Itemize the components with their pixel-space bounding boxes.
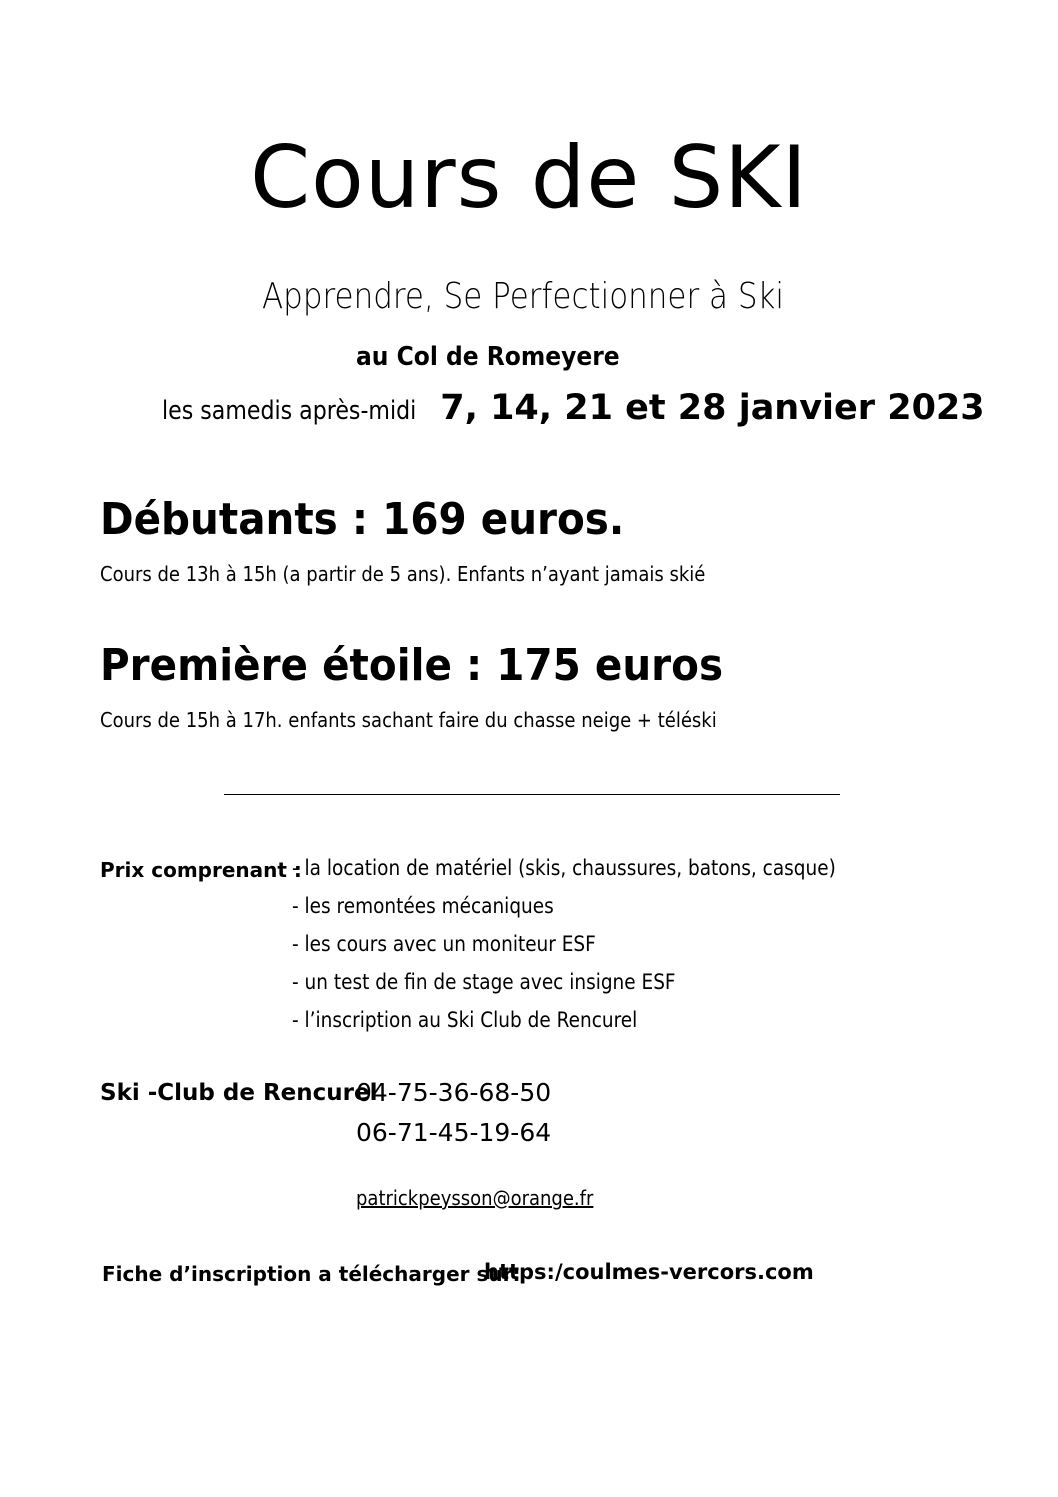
price-item: - un test de fin de stage avec insigne ESF <box>292 970 676 994</box>
price-item: - les cours avec un moniteur ESF <box>292 932 596 956</box>
course-description-beginners: Cours de 13h à 15h (a partir de 5 ans). Enfants n’ayant jamais skié <box>100 562 706 586</box>
page-title: Cours de SKI <box>250 128 808 228</box>
registration-url[interactable]: https:/coulmes-vercors.com <box>484 1260 814 1284</box>
divider <box>224 794 840 795</box>
course-heading-first-star: Première étoile : 175 euros <box>100 640 724 691</box>
location: au Col de Romeyere <box>356 342 620 372</box>
registration-label: Fiche d’inscription a télécharger sur: <box>102 1262 521 1286</box>
dates-prefix: les samedis après-midi <box>162 396 417 426</box>
course-description-first-star: Cours de 15h à 17h. enfants sachant faire du chasse neige + téléski <box>100 708 717 732</box>
phone-number: 04-75-36-68-50 <box>356 1078 552 1107</box>
club-label: Ski -Club de Rencurel <box>100 1080 378 1106</box>
subtitle: Apprendre, Se Perfectionner à Ski <box>262 276 785 317</box>
price-item: - l’inscription au Ski Club de Rencurel <box>292 1008 638 1032</box>
dates-main: 7, 14, 21 et 28 janvier 2023 <box>440 388 985 428</box>
course-heading-beginners: Débutants : 169 euros. <box>100 494 625 545</box>
prices-label: Prix comprenant : <box>100 858 302 882</box>
price-item: - les remontées mécaniques <box>292 894 554 918</box>
price-item: - la location de matériel (skis, chaussures, batons, casque) <box>292 856 836 880</box>
phone-number: 06-71-45-19-64 <box>356 1118 552 1147</box>
dates-line <box>162 388 985 428</box>
email-link[interactable]: patrickpeysson@orange.fr <box>356 1186 594 1210</box>
